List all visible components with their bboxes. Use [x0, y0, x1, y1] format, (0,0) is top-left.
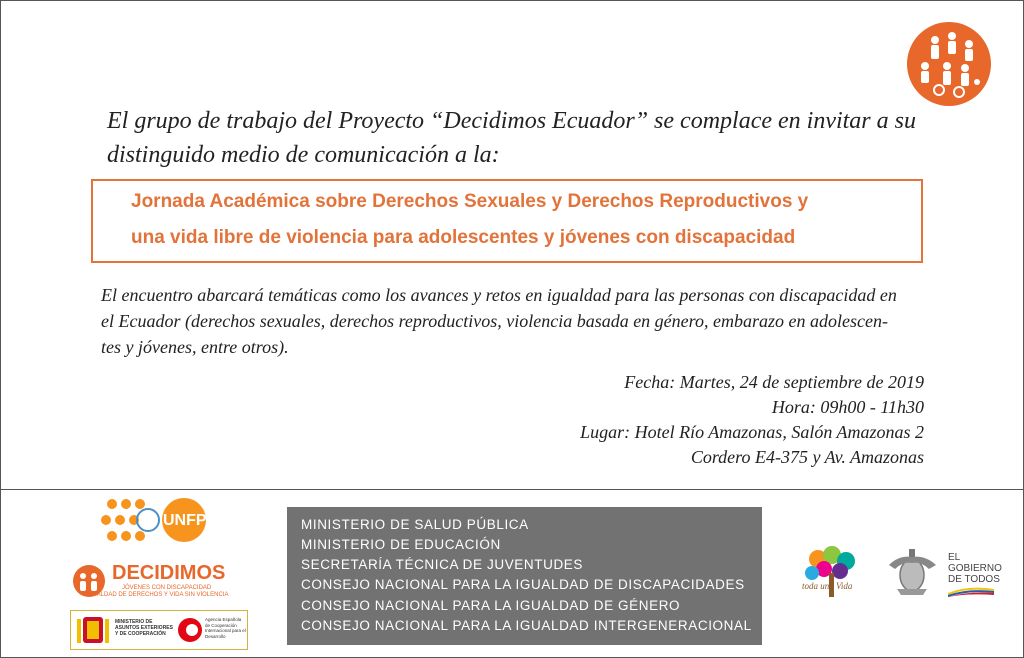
spain-coat-of-arms-icon [75, 613, 111, 647]
description-line-1: El encuentro abarcará temáticas como los avances y retos en igualdad para las personas con discapacidad en [101, 285, 897, 305]
aecid-c-icon [177, 617, 203, 643]
gobierno-line-1: EL [948, 552, 961, 563]
event-time: Hora: 09h00 - 11h30 [771, 397, 924, 417]
description-line-3: tes y jóvenes, entre otros). [101, 337, 289, 357]
invite-line-1: El grupo de trabajo del Proyecto “Decidimos Ecuador” se complace en invitar a su [107, 108, 916, 134]
toda-una-vida-logo [796, 545, 866, 603]
footer-divider [0, 489, 1024, 490]
event-details [580, 370, 924, 470]
secretaria-juventudes: SECRETARÍA TÉCNICA DE JUVENTUDES [301, 557, 584, 572]
ministries-panel [287, 507, 762, 645]
unfpa-logo [100, 496, 220, 548]
consejo-discapacidades: CONSEJO NACIONAL PARA LA IGUALDAD DE DISCAPACIDADES [301, 577, 745, 592]
event-address: Cordero E4-375 y Av. Amazonas [690, 447, 924, 467]
decidimos-logo [72, 560, 247, 605]
spain-cooperation-logo [70, 610, 248, 650]
invitation-intro [107, 104, 927, 172]
ministerio-exteriores-text: MINISTERIO DE ASUNTOS EXTERIORES Y DE COOPERACIÓN [115, 619, 173, 637]
ecuador-coat-of-arms [885, 545, 940, 603]
unfpa-wordmark: UNFPA [163, 512, 217, 529]
description-line-2: el Ecuador (derechos sexuales, derechos reproductivos, violencia basada en género, embarazo en adolescen- [101, 311, 888, 331]
ministry-educacion: MINISTERIO DE EDUCACIÓN [301, 537, 501, 552]
consejo-intergeneracional: CONSEJO NACIONAL PARA LA IGUALDAD INTERGENERACIONAL [301, 618, 752, 633]
event-place: Lugar: Hotel Río Amazonas, Salón Amazonas 2 [580, 422, 924, 442]
gobierno-de-todos-logo [948, 552, 1002, 600]
consejo-genero: CONSEJO NACIONAL PARA LA IGUALDAD DE GÉNERO [301, 598, 681, 613]
ministry-salud: MINISTERIO DE SALUD PÚBLICA [301, 517, 529, 532]
invite-line-2: distinguido medio de comunicación a la: [107, 142, 500, 168]
gobierno-line-3: DE TODOS [948, 574, 1000, 585]
event-title-line-2: una vida libre de violencia para adolescentes y jóvenes con discapacidad [131, 227, 796, 248]
coat-of-arms-icon [885, 545, 940, 603]
event-date: Fecha: Martes, 24 de septiembre de 2019 [624, 372, 924, 392]
decidimos-subtitle-2: IGUALDAD DE DERECHOS Y VIDA SIN VIOLENCIA [86, 592, 229, 598]
tree-icon [796, 545, 866, 603]
gobierno-line-2: GOBIERNO [948, 563, 1002, 574]
disability-icons-logo [907, 22, 991, 106]
ecuador-flag-swoosh-icon [948, 585, 994, 597]
event-description [101, 282, 931, 360]
toda-una-vida-text: toda una Vida [802, 581, 853, 591]
people-icons [907, 22, 991, 106]
event-title-box [91, 179, 923, 263]
event-title-line-1: Jornada Académica sobre Derechos Sexuales y Derechos Reproductivos y [131, 191, 809, 212]
decidimos-wordmark: DECIDIMOS [112, 562, 226, 584]
decidimos-subtitle-1: JÓVENES CON DISCAPACIDAD [122, 585, 212, 591]
aecid-text: Agencia Española de Cooperación Internacional para el Desarrollo [205, 617, 246, 639]
